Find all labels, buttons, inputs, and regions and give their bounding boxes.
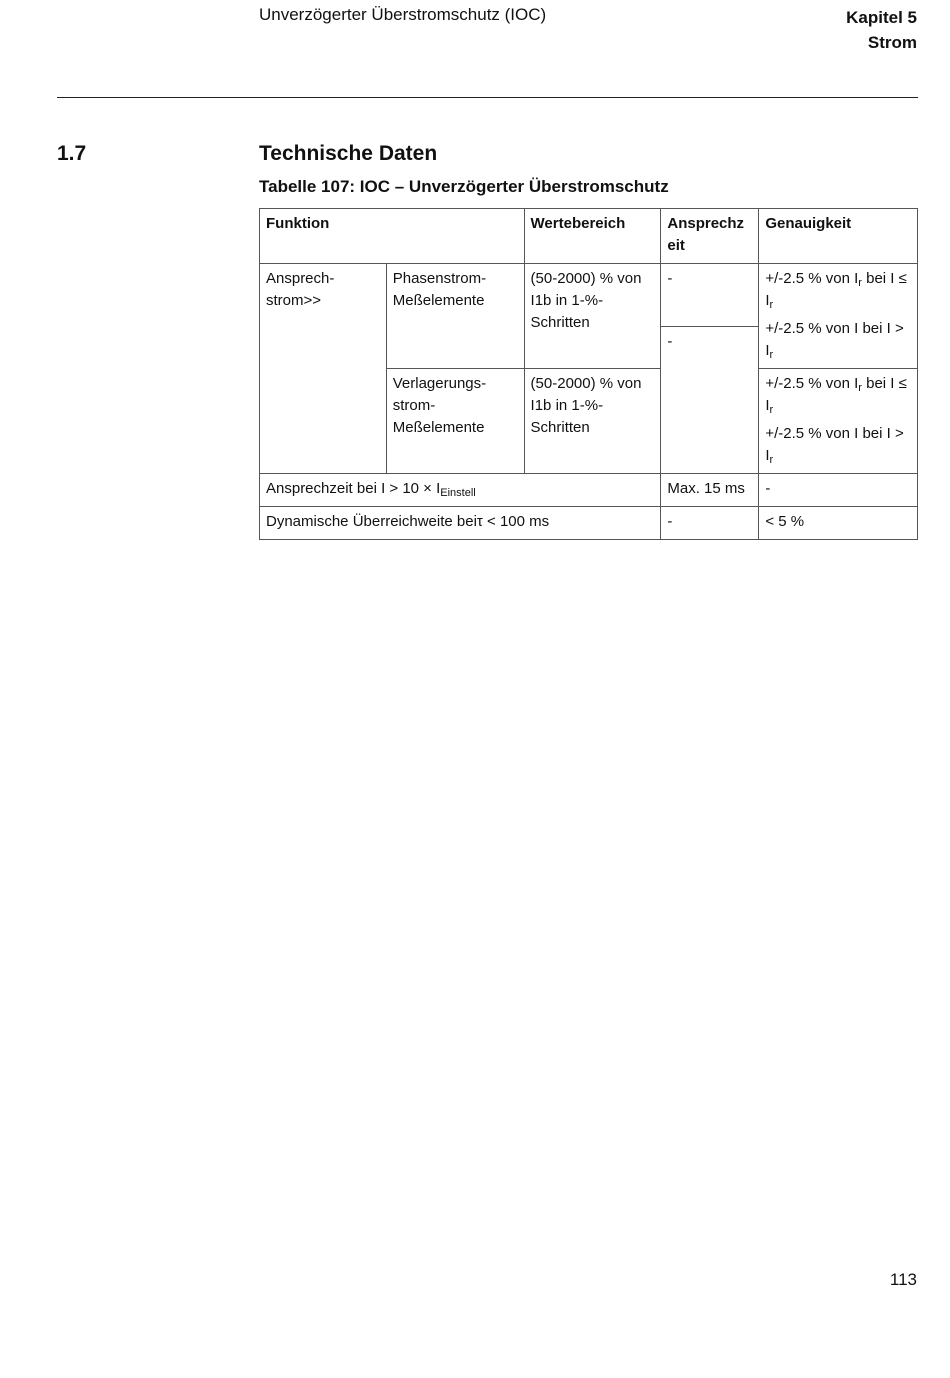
time-cell [661, 264, 759, 327]
element-cell [386, 264, 524, 369]
table-header-row [260, 209, 918, 264]
table-row [260, 507, 918, 540]
element-label: Phasenstrom-Meßelemente [392, 270, 487, 309]
element-label: Verlagerungs-strom-Meßelemente [392, 375, 487, 436]
chapter-label: Kapitel 5 [846, 8, 917, 27]
range-cell [524, 264, 661, 369]
header-genauigkeit: Genauigkeit [759, 209, 918, 264]
accuracy-line: +/-2.5 % von I bei $I > I_r$ [765, 320, 904, 361]
section-title: Technische Daten [259, 142, 438, 165]
section-number: 1.7 [57, 142, 87, 165]
table-row [260, 264, 918, 327]
header-ansprechzeit: Ansprechz eit [661, 209, 759, 264]
time-value: - [667, 270, 673, 287]
group-label-cell [260, 264, 387, 474]
group-label: Ansprech-strom>> [266, 270, 335, 309]
header-wertebereich: Wertebereich [524, 209, 661, 264]
table-row [260, 474, 918, 507]
accuracy-line: +/-2.5 % von $I_r$ bei $I \le I_r$ [765, 270, 907, 311]
range-cell [524, 369, 661, 474]
accuracy-cell [759, 264, 918, 369]
overreach-label-cell: Dynamische Überreichweite beiτ < 100 ms [260, 507, 661, 540]
overreach-accuracy-cell: < 5 % [759, 507, 918, 540]
pickup-time-value-cell: Max. 15 ms [661, 474, 759, 507]
technical-data-table [259, 208, 918, 540]
chapter-name: Strom [867, 33, 917, 52]
header-funktion: Funktion [260, 209, 525, 264]
pickup-time-accuracy-cell: - [759, 474, 918, 507]
element-cell [386, 369, 524, 474]
running-header-title: Unverzögerter Überstromschutz (IOC) [259, 5, 547, 24]
running-header-chapter [846, 5, 917, 55]
time-value: - [667, 333, 673, 350]
accuracy-line: +/-2.5 % von $I_r$ bei $I \le I_r$ [765, 375, 907, 416]
accuracy-cell [759, 369, 918, 474]
time-cell [661, 327, 759, 474]
table-caption: Tabelle 107: IOC – Unverzögerter Überstromschutz [259, 177, 669, 196]
accuracy-line: +/-2.5 % von I bei $I > I_r$ [765, 425, 904, 466]
pickup-time-label-cell: Ansprechzeit bei $I > 10 \times I_{Einstell}$ [260, 474, 661, 507]
range-value: (50-2000) % von I1b in 1-%-Schritten [530, 270, 642, 331]
range-value: (50-2000) % von I1b in 1-%-Schritten [530, 375, 642, 436]
page-number: 113 [889, 1270, 917, 1289]
header-divider [57, 97, 918, 98]
overreach-time-cell: - [661, 507, 759, 540]
